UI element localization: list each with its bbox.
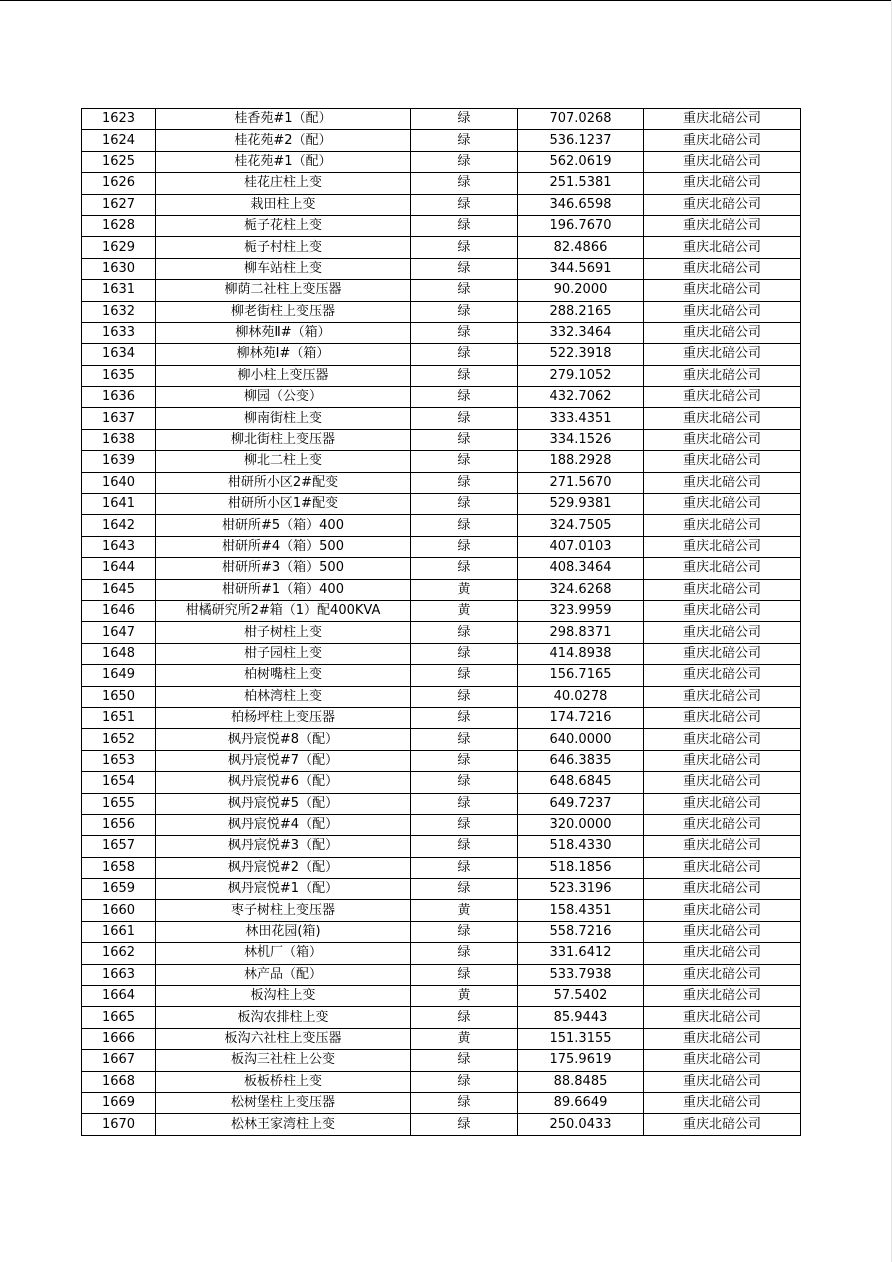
value-cell: 324.6268 <box>518 579 644 600</box>
table-row <box>82 900 801 921</box>
row-number-cell: 1659 <box>82 879 156 900</box>
station-name-cell: 枣子树柱上变压器 <box>156 900 411 921</box>
row-number-cell: 1669 <box>82 1092 156 1113</box>
status-color-cell: 绿 <box>411 536 518 557</box>
row-number-cell: 1633 <box>82 322 156 343</box>
company-cell: 重庆北碚公司 <box>644 494 801 515</box>
company-cell: 重庆北碚公司 <box>644 600 801 621</box>
company-cell: 重庆北碚公司 <box>644 194 801 215</box>
company-cell: 重庆北碚公司 <box>644 1050 801 1071</box>
status-color-cell: 绿 <box>411 665 518 686</box>
station-name-cell: 枫丹宸悦#8（配） <box>156 729 411 750</box>
value-cell: 523.3196 <box>518 879 644 900</box>
company-cell: 重庆北碚公司 <box>644 879 801 900</box>
station-name-cell: 柑子园柱上变 <box>156 643 411 664</box>
table-row <box>82 750 801 771</box>
row-number-cell: 1627 <box>82 194 156 215</box>
status-color-cell: 黄 <box>411 579 518 600</box>
company-cell: 重庆北碚公司 <box>644 515 801 536</box>
row-number-cell: 1649 <box>82 665 156 686</box>
status-color-cell: 黄 <box>411 986 518 1007</box>
status-color-cell: 绿 <box>411 365 518 386</box>
status-color-cell: 绿 <box>411 836 518 857</box>
value-cell: 333.4351 <box>518 408 644 429</box>
table-row <box>82 515 801 536</box>
status-color-cell: 绿 <box>411 558 518 579</box>
station-name-cell: 枫丹宸悦#2（配） <box>156 857 411 878</box>
table-row <box>82 1007 801 1028</box>
value-cell: 250.0433 <box>518 1114 644 1135</box>
company-cell: 重庆北碚公司 <box>644 665 801 686</box>
table-row <box>82 857 801 878</box>
company-cell: 重庆北碚公司 <box>644 1007 801 1028</box>
value-cell: 279.1052 <box>518 365 644 386</box>
value-cell: 188.2928 <box>518 451 644 472</box>
status-color-cell: 绿 <box>411 643 518 664</box>
status-color-cell: 绿 <box>411 1007 518 1028</box>
status-color-cell: 绿 <box>411 793 518 814</box>
table-row <box>82 772 801 793</box>
value-cell: 407.0103 <box>518 536 644 557</box>
row-number-cell: 1624 <box>82 130 156 151</box>
value-cell: 156.7165 <box>518 665 644 686</box>
value-cell: 251.5381 <box>518 173 644 194</box>
table-row <box>82 707 801 728</box>
table-row <box>82 429 801 450</box>
row-number-cell: 1670 <box>82 1114 156 1135</box>
table-row <box>82 793 801 814</box>
value-cell: 529.9381 <box>518 494 644 515</box>
table-row <box>82 986 801 1007</box>
value-cell: 432.7062 <box>518 387 644 408</box>
status-color-cell: 绿 <box>411 814 518 835</box>
station-name-cell: 柑研所#1（箱）400 <box>156 579 411 600</box>
company-cell: 重庆北碚公司 <box>644 729 801 750</box>
value-cell: 158.4351 <box>518 900 644 921</box>
station-name-cell: 桂花苑#2（配） <box>156 130 411 151</box>
value-cell: 40.0278 <box>518 686 644 707</box>
station-name-cell: 林机厂（箱） <box>156 943 411 964</box>
value-cell: 90.2000 <box>518 280 644 301</box>
status-color-cell: 绿 <box>411 707 518 728</box>
row-number-cell: 1638 <box>82 429 156 450</box>
table-row <box>82 536 801 557</box>
row-number-cell: 1651 <box>82 707 156 728</box>
row-number-cell: 1628 <box>82 215 156 236</box>
company-cell: 重庆北碚公司 <box>644 1092 801 1113</box>
table-row <box>82 280 801 301</box>
value-cell: 320.0000 <box>518 814 644 835</box>
station-name-cell: 柑研所小区1#配变 <box>156 494 411 515</box>
station-name-cell: 柑子树柱上变 <box>156 622 411 643</box>
table-row <box>82 1028 801 1049</box>
status-color-cell: 绿 <box>411 344 518 365</box>
table-row <box>82 1114 801 1135</box>
value-cell: 518.1856 <box>518 857 644 878</box>
table-row <box>82 322 801 343</box>
station-name-cell: 柳车站柱上变 <box>156 258 411 279</box>
row-number-cell: 1635 <box>82 365 156 386</box>
status-color-cell: 绿 <box>411 215 518 236</box>
status-color-cell: 绿 <box>411 750 518 771</box>
station-name-cell: 柳林苑Ⅰ#（箱） <box>156 344 411 365</box>
table-row <box>82 494 801 515</box>
value-cell: 536.1237 <box>518 130 644 151</box>
table-row <box>82 964 801 985</box>
company-cell: 重庆北碚公司 <box>644 1114 801 1135</box>
company-cell: 重庆北碚公司 <box>644 814 801 835</box>
table-row <box>82 173 801 194</box>
table-row <box>82 365 801 386</box>
station-name-cell: 枫丹宸悦#6（配） <box>156 772 411 793</box>
station-name-cell: 林田花园(箱) <box>156 921 411 942</box>
row-number-cell: 1661 <box>82 921 156 942</box>
station-name-cell: 栀子花柱上变 <box>156 215 411 236</box>
table-row <box>82 558 801 579</box>
status-color-cell: 绿 <box>411 1050 518 1071</box>
company-cell: 重庆北碚公司 <box>644 836 801 857</box>
value-cell: 332.3464 <box>518 322 644 343</box>
status-color-cell: 绿 <box>411 622 518 643</box>
value-cell: 346.6598 <box>518 194 644 215</box>
company-cell: 重庆北碚公司 <box>644 258 801 279</box>
company-cell: 重庆北碚公司 <box>644 900 801 921</box>
status-color-cell: 绿 <box>411 964 518 985</box>
value-cell: 562.0619 <box>518 151 644 172</box>
value-cell: 85.9443 <box>518 1007 644 1028</box>
table-row <box>82 814 801 835</box>
company-cell: 重庆北碚公司 <box>644 429 801 450</box>
station-name-cell: 柑研所#3（箱）500 <box>156 558 411 579</box>
row-number-cell: 1662 <box>82 943 156 964</box>
value-cell: 648.6845 <box>518 772 644 793</box>
company-cell: 重庆北碚公司 <box>644 579 801 600</box>
status-color-cell: 绿 <box>411 429 518 450</box>
value-cell: 174.7216 <box>518 707 644 728</box>
row-number-cell: 1639 <box>82 451 156 472</box>
station-name-cell: 枫丹宸悦#3（配） <box>156 836 411 857</box>
table-row <box>82 921 801 942</box>
company-cell: 重庆北碚公司 <box>644 151 801 172</box>
station-name-cell: 枫丹宸悦#5（配） <box>156 793 411 814</box>
value-cell: 334.1526 <box>518 429 644 450</box>
station-name-cell: 柳荫二社柱上变压器 <box>156 280 411 301</box>
row-number-cell: 1641 <box>82 494 156 515</box>
value-cell: 324.7505 <box>518 515 644 536</box>
status-color-cell: 绿 <box>411 921 518 942</box>
table-row <box>82 1071 801 1092</box>
row-number-cell: 1668 <box>82 1071 156 1092</box>
row-number-cell: 1658 <box>82 857 156 878</box>
table-row <box>82 686 801 707</box>
company-cell: 重庆北碚公司 <box>644 536 801 557</box>
row-number-cell: 1626 <box>82 173 156 194</box>
company-cell: 重庆北碚公司 <box>644 643 801 664</box>
station-name-cell: 柑研所#5（箱）400 <box>156 515 411 536</box>
station-name-cell: 桂香苑#1（配） <box>156 109 411 130</box>
status-color-cell: 绿 <box>411 194 518 215</box>
value-cell: 323.9959 <box>518 600 644 621</box>
row-number-cell: 1652 <box>82 729 156 750</box>
status-color-cell: 绿 <box>411 686 518 707</box>
company-cell: 重庆北碚公司 <box>644 772 801 793</box>
row-number-cell: 1647 <box>82 622 156 643</box>
company-cell: 重庆北碚公司 <box>644 750 801 771</box>
row-number-cell: 1655 <box>82 793 156 814</box>
table-row <box>82 151 801 172</box>
row-number-cell: 1632 <box>82 301 156 322</box>
table-row <box>82 600 801 621</box>
station-name-cell: 柳小柱上变压器 <box>156 365 411 386</box>
row-number-cell: 1654 <box>82 772 156 793</box>
row-number-cell: 1667 <box>82 1050 156 1071</box>
company-cell: 重庆北碚公司 <box>644 451 801 472</box>
company-cell: 重庆北碚公司 <box>644 857 801 878</box>
company-cell: 重庆北碚公司 <box>644 707 801 728</box>
company-cell: 重庆北碚公司 <box>644 622 801 643</box>
table-row <box>82 237 801 258</box>
table-row <box>82 130 801 151</box>
status-color-cell: 绿 <box>411 1092 518 1113</box>
status-color-cell: 黄 <box>411 1028 518 1049</box>
value-cell: 298.8371 <box>518 622 644 643</box>
status-color-cell: 黄 <box>411 600 518 621</box>
table-row <box>82 1092 801 1113</box>
company-cell: 重庆北碚公司 <box>644 237 801 258</box>
company-cell: 重庆北碚公司 <box>644 1028 801 1049</box>
row-number-cell: 1642 <box>82 515 156 536</box>
status-color-cell: 绿 <box>411 151 518 172</box>
status-color-cell: 绿 <box>411 173 518 194</box>
value-cell: 707.0268 <box>518 109 644 130</box>
station-name-cell: 桂花苑#1（配） <box>156 151 411 172</box>
company-cell: 重庆北碚公司 <box>644 344 801 365</box>
company-cell: 重庆北碚公司 <box>644 793 801 814</box>
status-color-cell: 绿 <box>411 1114 518 1135</box>
row-number-cell: 1657 <box>82 836 156 857</box>
value-cell: 288.2165 <box>518 301 644 322</box>
station-name-cell: 枫丹宸悦#4（配） <box>156 814 411 835</box>
table-row <box>82 344 801 365</box>
row-number-cell: 1664 <box>82 986 156 1007</box>
row-number-cell: 1634 <box>82 344 156 365</box>
value-cell: 151.3155 <box>518 1028 644 1049</box>
row-number-cell: 1663 <box>82 964 156 985</box>
station-name-cell: 柑橘研究所2#箱（1）配400KVA <box>156 600 411 621</box>
station-name-cell: 柳南街柱上变 <box>156 408 411 429</box>
station-name-cell: 板沟柱上变 <box>156 986 411 1007</box>
table-row <box>82 472 801 493</box>
company-cell: 重庆北碚公司 <box>644 215 801 236</box>
company-cell: 重庆北碚公司 <box>644 943 801 964</box>
value-cell: 646.3835 <box>518 750 644 771</box>
station-name-cell: 栀子村柱上变 <box>156 237 411 258</box>
value-cell: 518.4330 <box>518 836 644 857</box>
status-color-cell: 绿 <box>411 258 518 279</box>
row-number-cell: 1660 <box>82 900 156 921</box>
row-number-cell: 1645 <box>82 579 156 600</box>
company-cell: 重庆北碚公司 <box>644 921 801 942</box>
company-cell: 重庆北碚公司 <box>644 387 801 408</box>
page-top-rule <box>0 0 892 1</box>
station-name-cell: 板沟农排柱上变 <box>156 1007 411 1028</box>
table-row <box>82 622 801 643</box>
value-cell: 196.7670 <box>518 215 644 236</box>
station-name-cell: 林产品（配） <box>156 964 411 985</box>
value-cell: 271.5670 <box>518 472 644 493</box>
table-body <box>82 109 801 1136</box>
status-color-cell: 绿 <box>411 857 518 878</box>
table-row <box>82 579 801 600</box>
row-number-cell: 1630 <box>82 258 156 279</box>
table-row <box>82 194 801 215</box>
station-name-cell: 松树堡柱上变压器 <box>156 1092 411 1113</box>
table-row <box>82 943 801 964</box>
table-row <box>82 643 801 664</box>
row-number-cell: 1646 <box>82 600 156 621</box>
station-name-cell: 柳北街柱上变压器 <box>156 429 411 450</box>
station-name-cell: 桂花庄柱上变 <box>156 173 411 194</box>
table-row <box>82 729 801 750</box>
table-row <box>82 109 801 130</box>
row-number-cell: 1640 <box>82 472 156 493</box>
table-row <box>82 387 801 408</box>
table-row <box>82 258 801 279</box>
station-name-cell: 枫丹宸悦#7（配） <box>156 750 411 771</box>
company-cell: 重庆北碚公司 <box>644 109 801 130</box>
row-number-cell: 1648 <box>82 643 156 664</box>
company-cell: 重庆北碚公司 <box>644 986 801 1007</box>
row-number-cell: 1629 <box>82 237 156 258</box>
status-color-cell: 绿 <box>411 879 518 900</box>
table-row <box>82 215 801 236</box>
value-cell: 649.7237 <box>518 793 644 814</box>
status-color-cell: 绿 <box>411 301 518 322</box>
table-row <box>82 301 801 322</box>
row-number-cell: 1625 <box>82 151 156 172</box>
status-color-cell: 绿 <box>411 943 518 964</box>
status-color-cell: 绿 <box>411 109 518 130</box>
table-row <box>82 1050 801 1071</box>
station-name-cell: 柑研所#4（箱）500 <box>156 536 411 557</box>
company-cell: 重庆北碚公司 <box>644 301 801 322</box>
value-cell: 331.6412 <box>518 943 644 964</box>
station-name-cell: 柏林湾柱上变 <box>156 686 411 707</box>
station-name-cell: 板沟三社柱上公变 <box>156 1050 411 1071</box>
station-name-cell: 柏杨坪柱上变压器 <box>156 707 411 728</box>
status-color-cell: 绿 <box>411 237 518 258</box>
status-color-cell: 绿 <box>411 472 518 493</box>
value-cell: 414.8938 <box>518 643 644 664</box>
station-name-cell: 栽田柱上变 <box>156 194 411 215</box>
row-number-cell: 1636 <box>82 387 156 408</box>
table-row <box>82 451 801 472</box>
row-number-cell: 1665 <box>82 1007 156 1028</box>
status-color-cell: 绿 <box>411 772 518 793</box>
company-cell: 重庆北碚公司 <box>644 472 801 493</box>
company-cell: 重庆北碚公司 <box>644 280 801 301</box>
table-row <box>82 879 801 900</box>
table-row <box>82 408 801 429</box>
row-number-cell: 1644 <box>82 558 156 579</box>
station-name-cell: 柑研所小区2#配变 <box>156 472 411 493</box>
value-cell: 82.4866 <box>518 237 644 258</box>
value-cell: 89.6649 <box>518 1092 644 1113</box>
status-color-cell: 绿 <box>411 387 518 408</box>
value-cell: 533.7938 <box>518 964 644 985</box>
value-cell: 408.3464 <box>518 558 644 579</box>
company-cell: 重庆北碚公司 <box>644 322 801 343</box>
row-number-cell: 1643 <box>82 536 156 557</box>
row-number-cell: 1653 <box>82 750 156 771</box>
company-cell: 重庆北碚公司 <box>644 365 801 386</box>
row-number-cell: 1637 <box>82 408 156 429</box>
station-name-cell: 柳老街柱上变压器 <box>156 301 411 322</box>
station-name-cell: 板沟六社柱上变压器 <box>156 1028 411 1049</box>
status-color-cell: 绿 <box>411 322 518 343</box>
company-cell: 重庆北碚公司 <box>644 558 801 579</box>
status-color-cell: 绿 <box>411 451 518 472</box>
company-cell: 重庆北碚公司 <box>644 1071 801 1092</box>
value-cell: 640.0000 <box>518 729 644 750</box>
row-number-cell: 1666 <box>82 1028 156 1049</box>
row-number-cell: 1656 <box>82 814 156 835</box>
value-cell: 344.5691 <box>518 258 644 279</box>
station-name-cell: 板板桥柱上变 <box>156 1071 411 1092</box>
row-number-cell: 1631 <box>82 280 156 301</box>
value-cell: 558.7216 <box>518 921 644 942</box>
station-name-cell: 柳北二柱上变 <box>156 451 411 472</box>
station-name-cell: 柏树嘴柱上变 <box>156 665 411 686</box>
company-cell: 重庆北碚公司 <box>644 686 801 707</box>
station-name-cell: 松林王家湾柱上变 <box>156 1114 411 1135</box>
status-color-cell: 绿 <box>411 515 518 536</box>
status-color-cell: 绿 <box>411 130 518 151</box>
status-color-cell: 黄 <box>411 900 518 921</box>
station-name-cell: 柳林苑Ⅱ#（箱） <box>156 322 411 343</box>
status-color-cell: 绿 <box>411 280 518 301</box>
company-cell: 重庆北碚公司 <box>644 130 801 151</box>
value-cell: 175.9619 <box>518 1050 644 1071</box>
status-color-cell: 绿 <box>411 494 518 515</box>
station-name-cell: 柳园（公变） <box>156 387 411 408</box>
company-cell: 重庆北碚公司 <box>644 408 801 429</box>
table-row <box>82 836 801 857</box>
station-name-cell: 枫丹宸悦#1（配） <box>156 879 411 900</box>
status-color-cell: 绿 <box>411 729 518 750</box>
transformer-data-table <box>81 108 801 1136</box>
company-cell: 重庆北碚公司 <box>644 173 801 194</box>
status-color-cell: 绿 <box>411 408 518 429</box>
status-color-cell: 绿 <box>411 1071 518 1092</box>
value-cell: 88.8485 <box>518 1071 644 1092</box>
row-number-cell: 1650 <box>82 686 156 707</box>
value-cell: 522.3918 <box>518 344 644 365</box>
company-cell: 重庆北碚公司 <box>644 964 801 985</box>
row-number-cell: 1623 <box>82 109 156 130</box>
table-row <box>82 665 801 686</box>
value-cell: 57.5402 <box>518 986 644 1007</box>
